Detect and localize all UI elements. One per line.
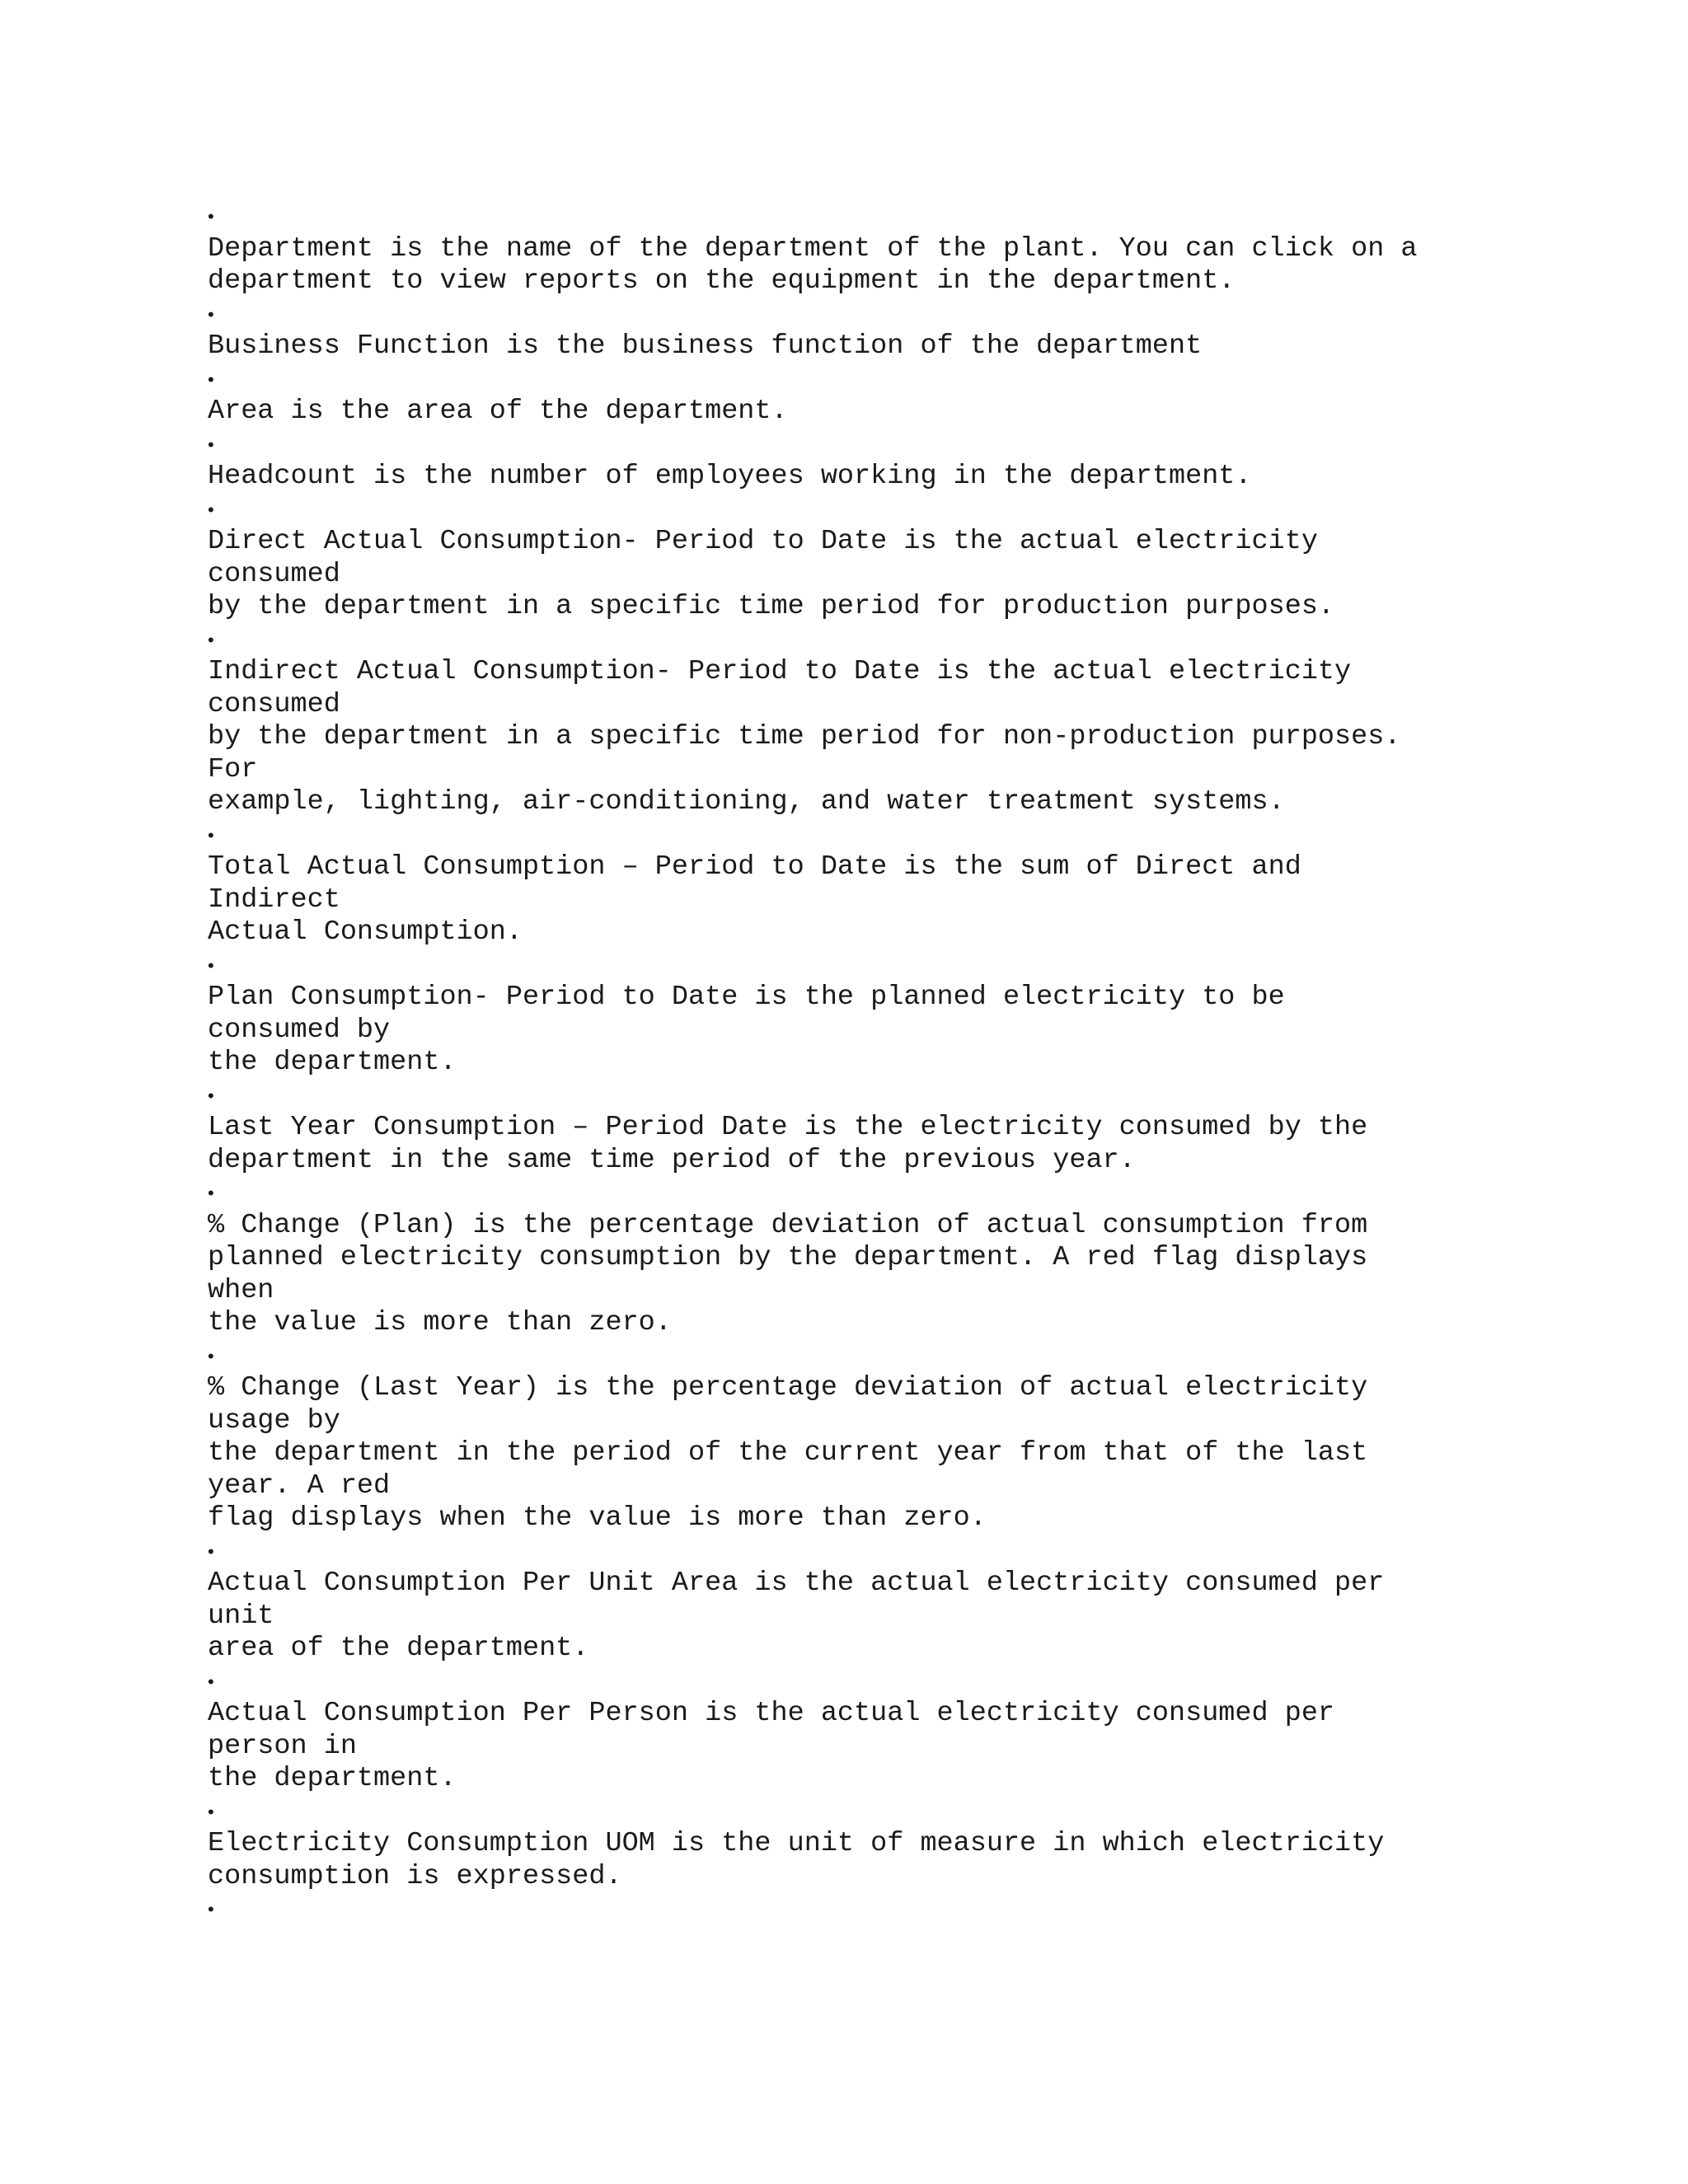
definition-item xyxy=(208,1177,1568,1340)
definition-text-line: Actual Consumption. xyxy=(208,916,523,948)
definition-text-line: Area is the area of the department. xyxy=(208,396,788,427)
bullet-icon: • xyxy=(208,206,214,227)
definition-text-line: the value is more than zero. xyxy=(208,1307,672,1338)
definition-item xyxy=(208,200,1568,298)
definition-text-line: when xyxy=(208,1274,274,1306)
definition-text-line: For xyxy=(208,753,258,785)
definition-text-line: by the department in a specific time period for non-production purposes. xyxy=(208,721,1401,752)
bullet-icon: • xyxy=(208,499,214,520)
definition-text-line: consumed by xyxy=(208,1014,391,1046)
definition-item xyxy=(208,1796,1568,1894)
bullet-icon: • xyxy=(208,1345,214,1366)
definition-text-line: department to view reports on the equipment in the department. xyxy=(208,265,1236,297)
definition-item xyxy=(208,429,1568,494)
definition-text-line: Headcount is the number of employees working in the department. xyxy=(208,461,1252,492)
bullet-icon: • xyxy=(208,1899,214,1919)
definition-text-line: unit xyxy=(208,1600,274,1632)
definition-text-line: Indirect xyxy=(208,883,340,916)
definition-text-line: consumed xyxy=(208,558,340,590)
definition-text-line: Department is the name of the department of the plant. You can click on a xyxy=(208,232,1418,265)
definition-text-line: Electricity Consumption UOM is the unit of measure in which electricity xyxy=(208,1828,1385,1859)
definition-text-line: example, lighting, air-conditioning, and water treatment systems. xyxy=(208,786,1285,818)
bullet-icon: • xyxy=(208,434,214,455)
definition-text-line: Indirect Actual Consumption- Period to Date is the actual electricity xyxy=(208,656,1352,687)
definition-item xyxy=(208,1535,1568,1666)
definition-list xyxy=(208,200,1568,1926)
definition-text-line: Business Function is the business function of the department xyxy=(208,330,1203,362)
definition-text-line: % Change (Plan) is the percentage deviation of actual consumption from xyxy=(208,1209,1368,1241)
definition-text-line: the department. xyxy=(208,1763,457,1794)
definition-item xyxy=(208,819,1568,949)
definition-item xyxy=(208,363,1568,429)
definition-item xyxy=(208,949,1568,1080)
definition-text-line: the department in the period of the current year from that of the last xyxy=(208,1437,1368,1469)
definition-text-line: consumed xyxy=(208,688,340,720)
definition-text-line: department in the same time period of the previous year. xyxy=(208,1144,1136,1176)
bullet-icon: • xyxy=(208,1540,214,1562)
definition-item xyxy=(208,624,1568,819)
definition-item xyxy=(208,1666,1568,1796)
definition-text-line: person in xyxy=(208,1730,357,1762)
definition-text-line: consumption is expressed. xyxy=(208,1860,622,1892)
definition-text-line: year. A red xyxy=(208,1469,391,1502)
definition-text-line: % Change (Last Year) is the percentage deviation of actual electricity xyxy=(208,1372,1368,1404)
bullet-icon: • xyxy=(208,1183,214,1203)
definition-text-line: area of the department. xyxy=(208,1633,589,1664)
bullet-icon: • xyxy=(208,1671,214,1692)
bullet-icon: • xyxy=(208,629,214,650)
definition-text-line: planned electricity consumption by the department. A red flag displays xyxy=(208,1242,1368,1273)
bullet-icon: • xyxy=(208,303,214,325)
definition-item xyxy=(208,1340,1568,1535)
bullet-icon: • xyxy=(208,954,214,976)
definition-text-line: Last Year Consumption – Period Date is the electricity consumed by the xyxy=(208,1112,1368,1143)
definition-text-line: the department. xyxy=(208,1047,457,1078)
definition-text-line: Direct Actual Consumption- Period to Date is the actual electricity xyxy=(208,526,1318,557)
definition-text-line: Plan Consumption- Period to Date is the planned electricity to be xyxy=(208,982,1285,1013)
definition-item xyxy=(208,298,1568,363)
bullet-icon: • xyxy=(208,368,214,390)
definition-text-line: Total Actual Consumption – Period to Date is the sum of Direct and xyxy=(208,851,1301,883)
definition-item xyxy=(208,1080,1568,1178)
definition-text-line: usage by xyxy=(208,1404,340,1436)
definition-item xyxy=(208,1893,1568,1926)
bullet-icon: • xyxy=(208,824,214,846)
bullet-icon: • xyxy=(208,1085,214,1106)
definition-text-line: flag displays when the value is more than zero. xyxy=(208,1502,987,1534)
definition-text-line: Actual Consumption Per Person is the actual electricity consumed per xyxy=(208,1698,1335,1729)
bullet-icon: • xyxy=(208,1801,214,1822)
definition-item xyxy=(208,494,1568,624)
definition-text-line: Actual Consumption Per Unit Area is the actual electricity consumed per xyxy=(208,1568,1385,1599)
definition-text-line: by the department in a specific time period for production purposes. xyxy=(208,591,1335,622)
